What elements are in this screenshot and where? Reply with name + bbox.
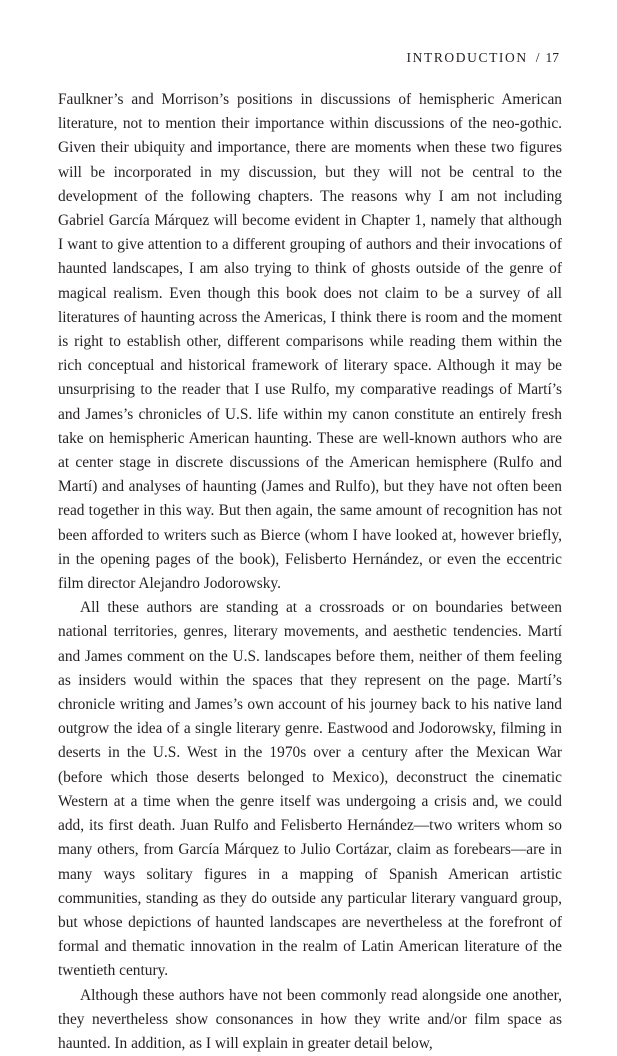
- paragraph-3: Although these authors have not been commonly read alongside one another, they nevertheless show consonances in how they write and/or film space as haunted. In addition, as I will explain in greater detail below,: [58, 986, 562, 1052]
- running-head-section: INTRODUCTION: [406, 50, 528, 65]
- page-number: 17: [545, 50, 559, 65]
- paragraph-1: Faulkner’s and Morrison’s positions in discussions of hemispheric American literature, not to mention their importance within discussions of the neo-gothic. Given their ubiquity and importance, there are moments when these two figures will be incorporated in my discussion, but they will not be central to the development of the following chapters. The reasons why I am not including Gabriel García Márquez will become evident in Chapter 1, namely that although I want to give attention to a different grouping of authors and their invocations of haunted landscapes, I am also trying to think of ghosts outside of the genre of magical realism. Even though this book does not claim to be a survey of all literatures of haunting across the Americas, I think there is room and the moment is right to establish other, different comparisons while reading them within the rich conceptual and historical framework of literary space. Although it may be unsurprising to the reader that I use Rulfo, my comparative readings of Martí’s and James’s chronicles of U.S. life within my canon constitute an entirely fresh take on hemispheric American haunting. These are well-known authors who are at center stage in discrete discussions of the American hemisphere (Rulfo and Martí) and analyses of haunting (James and Rulfo), but they have not often been read together in this way. But then again, the same amount of recognition has not been afforded to writers such as Bierce (whom I have looked at, however briefly, in the opening pages of the book), Felisberto Hernández, or even the eccentric film director Alejandro Jodorowsky.: [58, 91, 562, 593]
- running-head-separator: /: [535, 50, 540, 65]
- body-text: [58, 88, 562, 1056]
- running-head: [407, 50, 559, 66]
- paragraph-2: All these authors are standing at a crossroads or on boundaries between national territories, genres, literary movements, and aesthetic tendencies. Martí and James comment on the U.S. landscapes before them, neither of them feeling as insiders would within the spaces that they represent on the page. Martí’s chronicle writing and James’s own account of his journey back to his native land outgrow the idea of a single literary genre. Eastwood and Jodorowsky, filming in deserts in the U.S. West in the 1970s over a century after the Mexican War (before which those deserts belonged to Mexico), deconstruct the cinematic Western at a time when the genre itself was undergoing a crisis and, we could add, its first death. Juan Rulfo and Felisberto Hernández—two writers whom so many others, from García Márquez to Julio Cortázar, claim as forebears—are in many ways solitary figures in a mapping of Spanish American artistic communities, standing as they do outside any particular literary vanguard group, but whose depictions of haunted landscapes are nevertheless at the forefront of formal and thematic innovation in the realm of Latin American literature of the twentieth century.: [58, 599, 562, 980]
